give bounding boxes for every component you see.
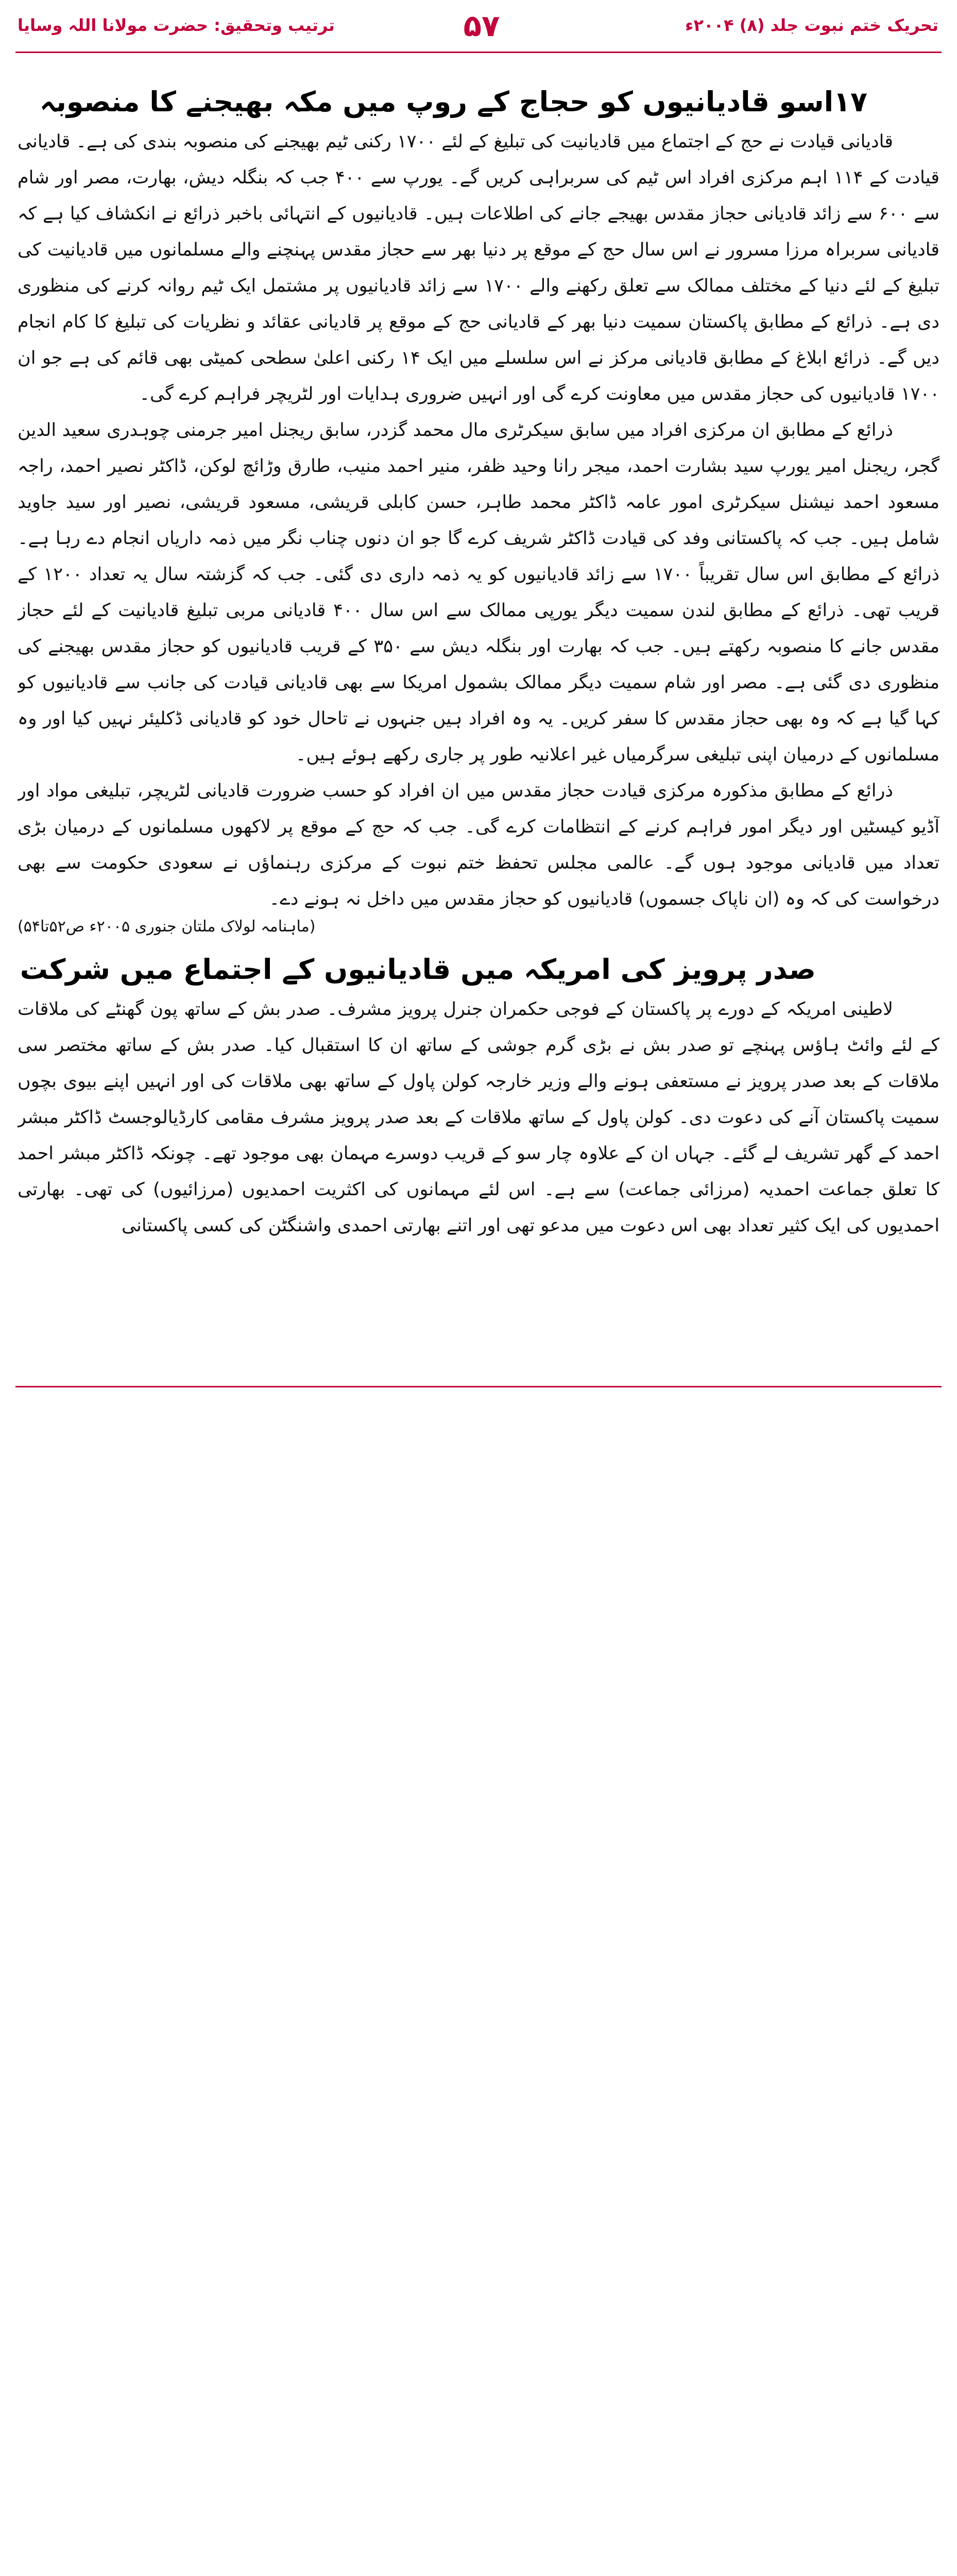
header-divider — [15, 52, 942, 53]
article-1-citation: (ماہنامہ لولاک ملتان جنوری ۲۰۰۵ء ص۵۲تا۵۴) — [18, 918, 316, 936]
book-title: تحریک ختم نبوت جلد (۸) ۲۰۰۴ء — [685, 15, 938, 35]
page-footer — [0, 1381, 957, 1430]
article-1-heading: ۱۷اسو قادیانیوں کو حجاج کے روپ میں مکہ بھیجنے کا منصوبہ — [39, 86, 867, 118]
page-number: ۵۷ — [463, 8, 500, 43]
article-1-paragraph-2: ذرائع کے مطابق ان مرکزی افراد میں سابق سیکرٹری مال محمد گزدر، سابق ریجنل امیر جرمنی چوہدری سعید الدین گجر، ریجنل امیر یورپ سید بشارت احمد، میجر رانا وحید ظفر، منیر احمد منیب، طارق وڑائچ لوکن، ڈاکٹر نصیر احمد، راجہ مسعود احمد نیشنل سیکرٹری امور عامہ ڈاکٹر محمد طاہر، حسن کابلی قریشی، مسعود قریشی، نصیر اور سید جاوید شامل ہیں۔ جب کہ پاکستانی وفد کی قیادت ڈاکٹر شریف کرے گا جو ان دنوں چناب نگر میں ذمہ داریاں انجام دے رہا ہے۔ ذرائع کے مطابق اس سال تقریباً ۱۷۰۰ سے زائد قادیانیوں کو یہ ذمہ داری دی گئی۔ جب کہ گزشتہ سال یہ تعداد ۱۲۰۰ کے قریب تھی۔ ذرائع کے مطابق لندن سمیت دیگر یورپی ممالک سے اس سال ۴۰۰ قادیانی مربی تبلیغ قادیانیت کے لئے حجاز مقدس جانے کا منصوبہ رکھتے ہیں۔ جب کہ بھارت اور بنگلہ دیش سے ۳۵۰ کے قریب قادیانیوں کو حجاز مقدس بھیجنے کی منظوری دی گئی ہے۔ مصر اور شام سمیت دیگر ممالک بشمول امریکا سے بھی قادیانی قیادت کی جانب سے قادیانیوں کو کہا گیا ہے کہ وہ بھی حجاز مقدس کا سفر کریں۔ یہ وہ افراد ہیں جنہوں نے تاحال خود کو قادیانی ڈکلیئر نہیں کیا اور وہ مسلمانوں کے درمیان اپنی تبلیغی سرگرمیاں غیر اعلانیہ طور پر جاری رکھے ہوئے ہیں۔ — [18, 420, 939, 765]
article-2-paragraph-1: لاطینی امریکہ کے دورے پر پاکستان کے فوجی حکمران جنرل پرویز مشرف۔ صدر بش کے ساتھ پون گھنٹے کی ملاقات کے لئے وائٹ ہاؤس پہنچے تو صدر بش نے بڑی گرم جوشی کے ساتھ ان کا استقبال کیا۔ صدر بش کے ساتھ مختصر سی ملاقات کے بعد صدر پرویز نے مستعفی ہونے والے وزیر خارجہ کولن پاول کے ساتھ بھی ملاقات کی اور انہیں اپنے بیوی بچوں سمیت پاکستان آنے کی دعوت دی۔ کولن پاول کے ساتھ ملاقات کے بعد صدر پرویز مشرف مقامی کارڈیالوجسٹ ڈاکٹر مبشر احمد کے گھر تشریف لے گئے۔ جہاں ان کے علاوہ چار سو کے قریب دوسرے مہمان بھی موجود تھے۔ چونکہ ڈاکٹر مبشر احمد کا تعلق جماعت احمدیہ (مرزائی جماعت) سے ہے۔ اس لئے مہمانوں کی اکثریت احمدیوں (مرزائیوں) کی تھی۔ بھارتی احمدیوں کی ایک کثیر تعداد بھی اس دعوت میں مدعو تھی اور اتنے بھارتی احمدی واشنگٹن کی کسی پاکستانی — [18, 999, 939, 1236]
page-header — [0, 0, 957, 49]
author-credit: ترتیب وتحقیق: حضرت مولانا اللہ وسایا — [18, 15, 335, 35]
article-1-paragraph-1: قادیانی قیادت نے حج کے اجتماع میں قادیانیت کی تبلیغ کے لئے ۱۷۰۰ رکنی ٹیم بھیجنے کی منصوبہ بندی کی ہے۔ قادیانی قیادت کے ۱۱۴ اہم مرکزی افراد اس ٹیم کی سربراہی کریں گے۔ یورپ سے ۴۰۰ جب کہ بنگلہ دیش، بھارت، مصر اور شام سے ۶۰۰ سے زائد قادیانی حجاز مقدس بھیجے جانے کی اطلاعات ہیں۔ قادیانیوں کے انتہائی باخبر ذرائع نے انکشاف کیا ہے کہ قادیانی سربراہ مرزا مسرور نے اس سال حج کے موقع پر دنیا بھر سے حجاز مقدس پہنچنے والے مسلمانوں میں قادیانیت کی تبلیغ کے لئے دنیا کے مختلف ممالک سے تعلق رکھنے والے ۱۷۰۰ سے زائد قادیانیوں پر مشتمل ایک ٹیم روانہ کرنے کی منظوری دی ہے۔ ذرائع کے مطابق پاکستان سمیت دنیا بھر کے قادیانی حج کے موقع پر قادیانی عقائد و نظریات کی تبلیغ کا کام انجام دیں گے۔ ذرائع ابلاغ کے مطابق قادیانی مرکز نے اس سلسلے میں ایک ۱۴ رکنی اعلیٰ سطحی کمیٹی بھی قائم کی ہے جو ان ۱۷۰۰ قادیانیوں کی حجاز مقدس میں معاونت کرے گی اور انہیں ضروری ہدایات اور لٹریچر فراہم کرے گی۔ — [18, 131, 939, 404]
article-2-heading: صدر پرویز کی امریکہ میں قادیانیوں کے اجتماع میں شرکت — [20, 953, 816, 986]
article-1-paragraph-3: ذرائع کے مطابق مذکورہ مرکزی قیادت حجاز مقدس میں ان افراد کو حسب ضرورت قادیانی لٹریچر، تبلیغی مواد اور آڈیو کیسٹیں اور دیگر امور فراہم کرنے کے انتظامات کرے گی۔ جب کہ حج کے موقع پر لاکھوں مسلمانوں کے درمیان بڑی تعداد میں قادیانی موجود ہوں گے۔ عالمی مجلس تحفظ ختم نبوت کے مرکزی رہنماؤں نے سعودی حکومت سے بھی درخواست کی کہ وہ (ان ناپاک جسموں) قادیانیوں کو حجاز مقدس میں داخل نہ ہونے دے۔ — [18, 781, 939, 909]
page-content — [18, 83, 939, 1320]
